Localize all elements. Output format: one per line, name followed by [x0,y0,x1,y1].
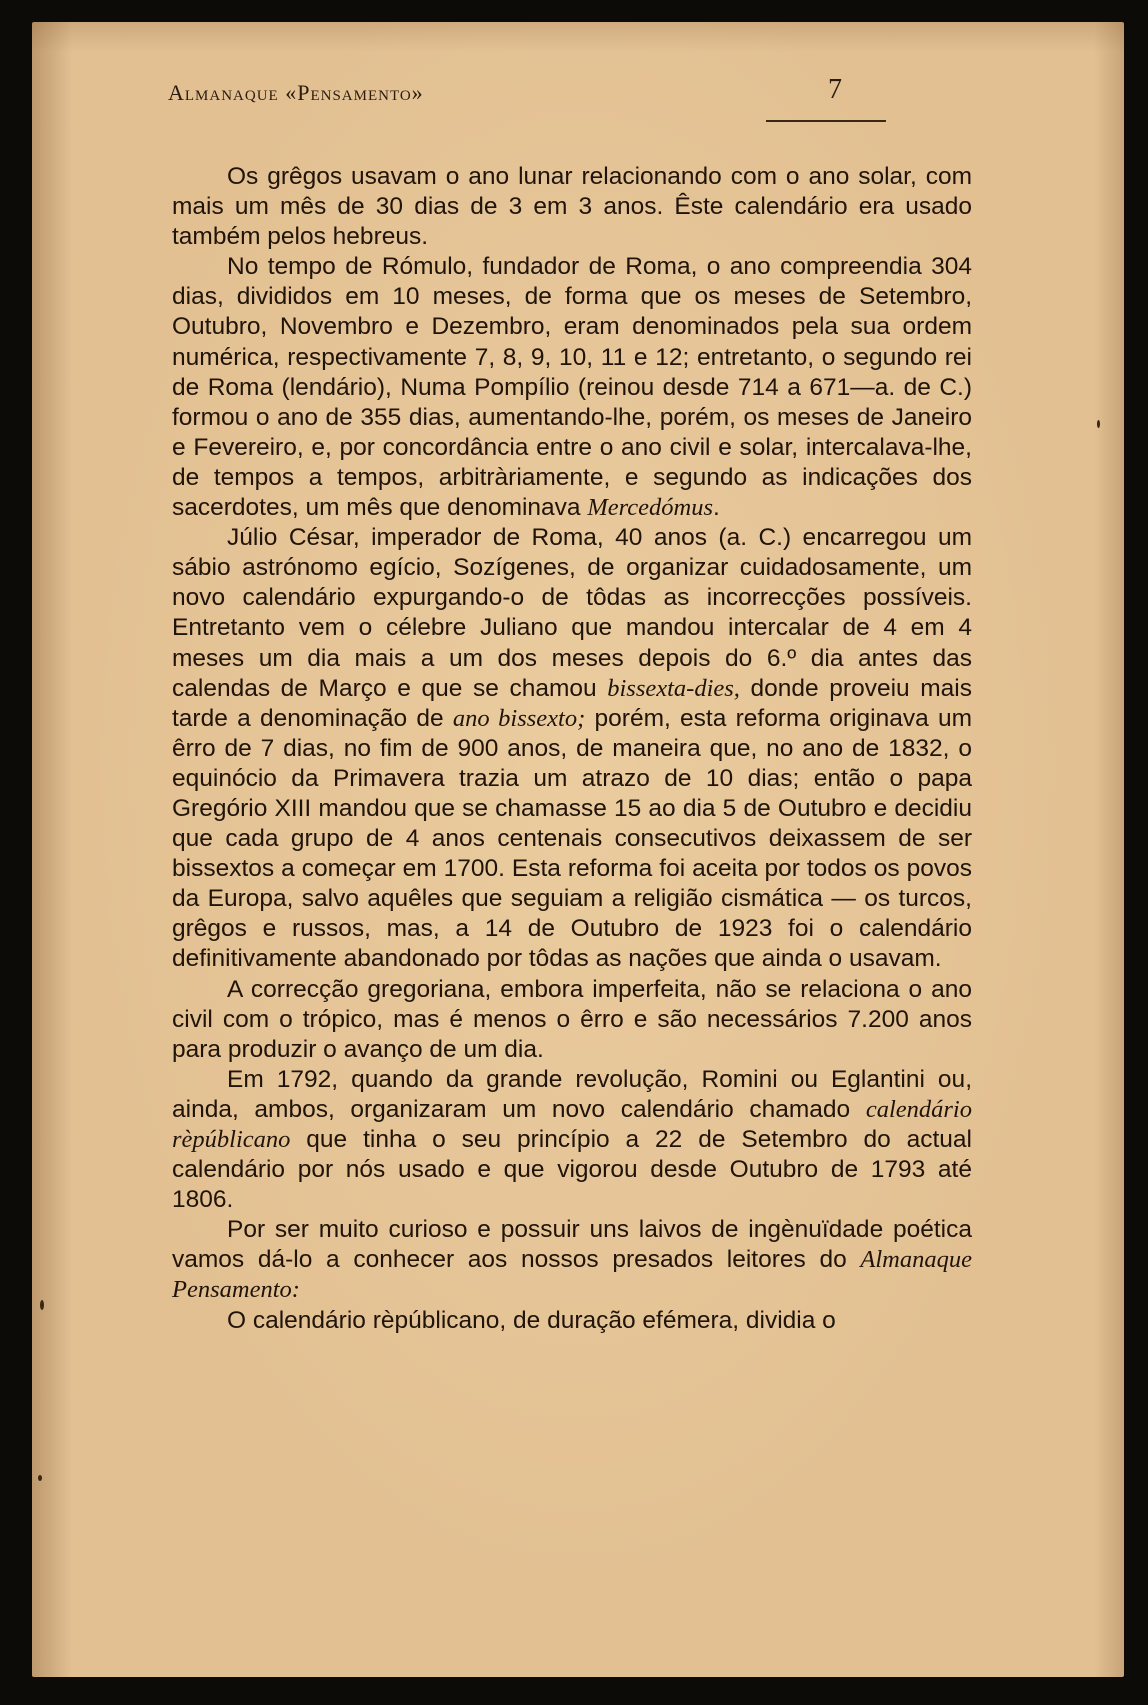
ink-speck [1097,420,1100,428]
ink-speck [38,1475,42,1481]
page-header [168,74,928,120]
paragraph [172,1215,972,1305]
paragraph [172,523,972,974]
text-segment: No tempo de Rómulo, fundador de Roma, o ano compreendia 304 dias, divididos em 10 meses, de forma que os meses de Setembro, Outubro, Novembro e Dezembro, eram denominados pela sua ordem numérica, respectivamente 7, 8, 9, 10, 11 e 12; entretanto, o segundo rei de Roma (lendário), Numa Pompílio (reinou desde 714 a 671—a. de C.) formou o ano de 355 dias, aumentando-lhe, porém, os meses de Janeiro e Fevereiro, e, por concordância entre o ano civil e solar, intercalava-lhe, de tempos a tempos, arbitràriamente, e segundo as indicações dos sacerdotes, um mês que denominava [172,253,972,522]
paragraph [172,162,972,252]
paragraph [172,1306,972,1336]
text-segment: porém, esta reforma originava um êrro de 7 dias, no fim de 900 anos, de maneira que, no ano de 1832, o equinócio da Primavera trazia um atrazo de 10 dias; então o papa Gregório XIII mandou que se chamasse 15 ao dia 5 de Outubro e decidiu que cada grupo de 4 anos centenais consecutivos deixassem de ser bissextos a começar em 1700. Esta reforma foi aceita por todos os povos da Europa, salvo aquêles que seguiam a religião cismática — os turcos, grêgos e russos, mas, a 14 de Outubro de 1923 foi o calendário definitivamente abandonado por tôdas as nações que ainda o usavam. [172,704,972,973]
italic-text: Almanaque Pensamento: [172,1246,972,1304]
ink-speck [40,1300,44,1310]
text-segment: que tinha o seu princípio a 22 de Setembro do actual calendário por nós usado e que vigorou desde Outubro de 1793 até 1806. [172,1126,972,1214]
paragraph [172,975,972,1065]
text-segment: O calendário rèpúblicano, de duração efémera, dividia o [227,1306,836,1334]
text-segment: Os grêgos usavam o ano lunar relacionando com o ano solar, com mais um mês de 30 dias de 3 em 3 anos. Êste calendário era usado também pelos hebreus. [172,163,972,251]
italic-text: bissexta-dies, [607,674,740,702]
paragraph [172,252,972,523]
text-segment: . [713,494,720,522]
page-number: 7 [828,74,842,105]
text-segment: A correcção gregoriana, embora imperfeita, não se relaciona o ano civil com o trópico, mas é menos o êrro e são necessários 7.200 anos para produzir o avanço de um dia. [172,975,972,1063]
header-rule [766,120,886,122]
running-title: Almanaque «Pensamento» [168,80,424,105]
italic-text: ano bissexto; [452,704,586,732]
italic-text: Mercedómus [587,494,714,522]
body-text [172,162,972,1336]
text-segment: Por ser muito curioso e possuir uns laivos de ingènuïdade poética vamos dá-lo a conhecer aos nossos presados leitores do [172,1216,972,1274]
text-segment: Júlio César, imperador de Roma, 40 anos (a. C.) encarregou um sábio astrónomo egício, Sozígenes, de organizar cuidadosamente, um novo calendário expurgando-o de tôdas as incorrecções possíveis. Entretanto vem o célebre Juliano que mandou intercalar de 4 em 4 meses um dia mais a um dos meses depois do 6.º dia antes das calendas de Março e que se chamou [172,524,972,702]
paragraph [172,1065,972,1215]
text-segment: Em 1792, quando da grande revolução, Romini ou Eglantini ou, ainda, ambos, organizaram um novo calendário chamado [172,1065,972,1123]
italic-text: calendário rèpúblicano [172,1095,972,1153]
text-segment: donde proveiu mais tarde a denominação de [172,674,972,732]
